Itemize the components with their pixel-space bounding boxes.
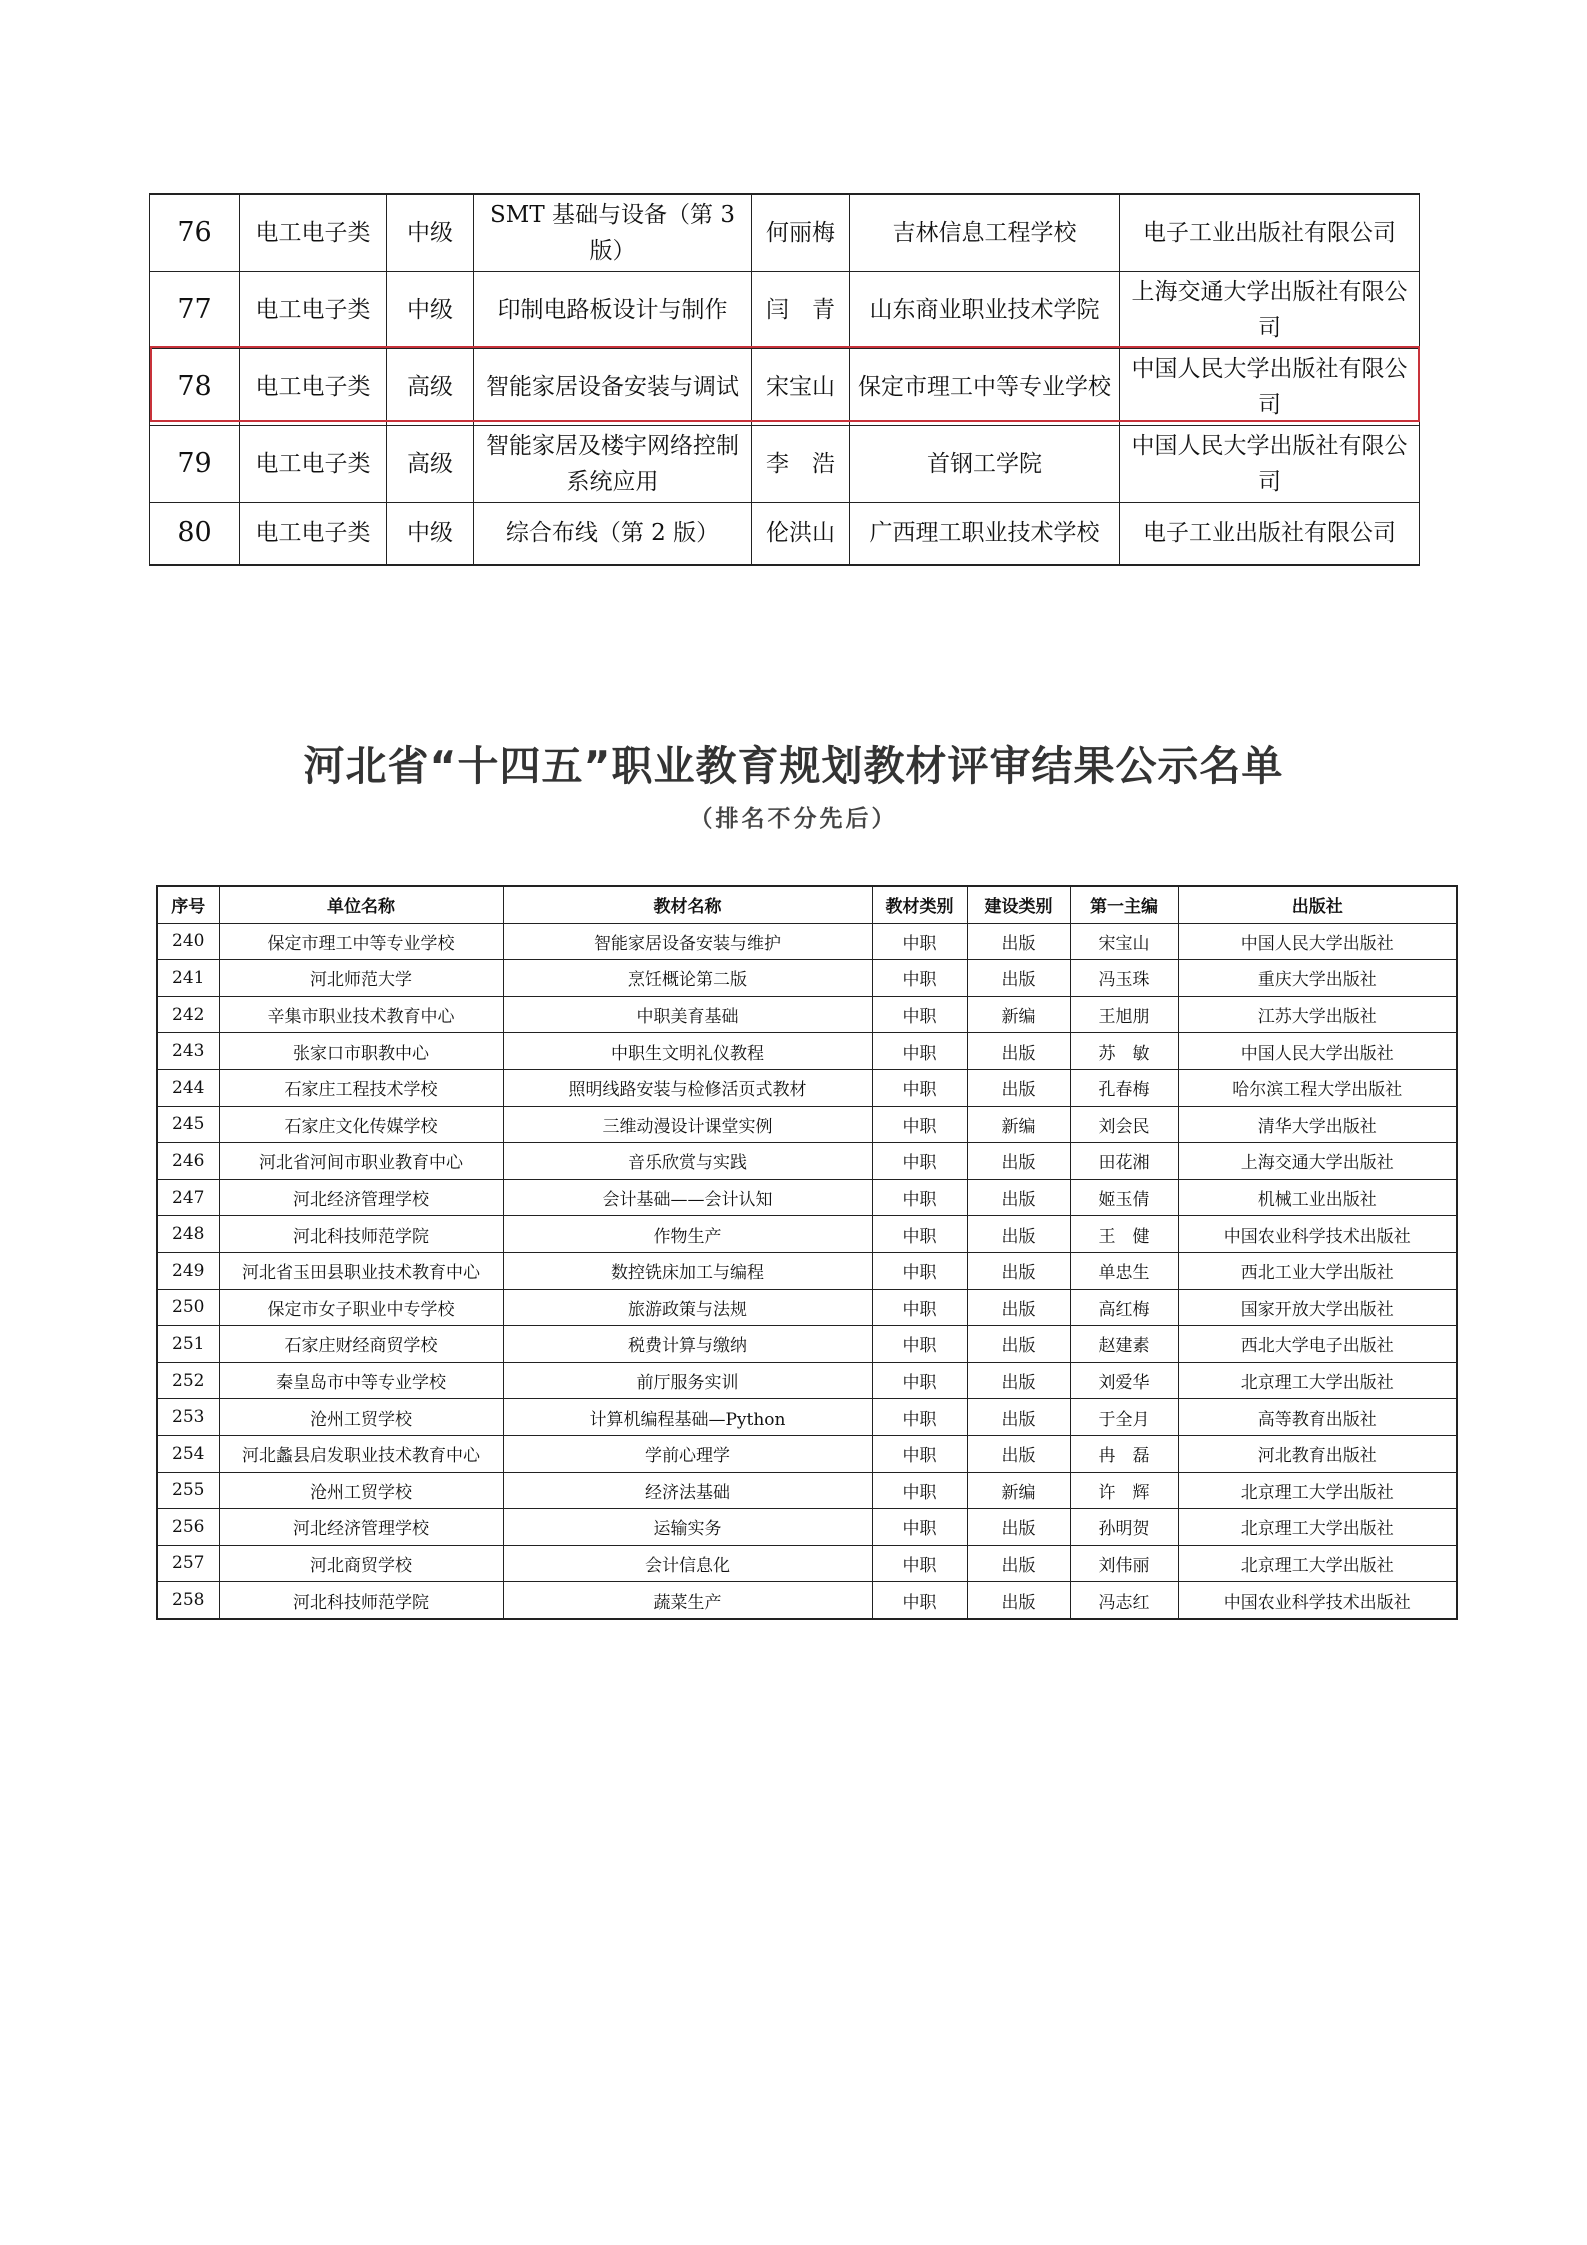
table-row: [157, 1289, 1457, 1326]
textbook-name-cell: 作物生产: [503, 1216, 872, 1253]
table-row: [157, 1435, 1457, 1472]
table-row: [157, 1582, 1457, 1619]
title-cell: 综合布线（第 2 版）: [474, 503, 752, 565]
build-type-cell: 出版: [967, 1216, 1070, 1253]
textbook-type-cell: 中职: [872, 996, 967, 1033]
chief-editor-cell: 许 辉: [1070, 1472, 1178, 1509]
row-number: 243: [157, 1033, 219, 1070]
school-cell: 保定市理工中等专业学校: [850, 349, 1120, 426]
textbook-name-cell: 音乐欣赏与实践: [503, 1143, 872, 1180]
unit-name-cell: 河北经济管理学校: [219, 1179, 503, 1216]
bottom-results-table: [156, 885, 1458, 1620]
row-number: 253: [157, 1399, 219, 1436]
build-type-cell: 新编: [967, 1106, 1070, 1143]
table-row: [157, 1472, 1457, 1509]
publisher-cell: 西北大学电子出版社: [1178, 1326, 1457, 1363]
school-cell: 广西理工职业技术学校: [850, 503, 1120, 565]
row-number: 240: [157, 923, 219, 960]
row-number: 252: [157, 1362, 219, 1399]
top-textbook-table: [149, 193, 1420, 566]
chief-editor-cell: 苏 敏: [1070, 1033, 1178, 1070]
row-number: 76: [150, 194, 240, 272]
publisher-cell: 河北教育出版社: [1178, 1435, 1457, 1472]
category-cell: 电工电子类: [240, 426, 387, 503]
table-row: [157, 923, 1457, 960]
row-number: 258: [157, 1582, 219, 1619]
unit-name-cell: 石家庄工程技术学校: [219, 1069, 503, 1106]
textbook-type-cell: 中职: [872, 1069, 967, 1106]
author-cell: 李 浩: [752, 426, 850, 503]
chief-editor-cell: 姬玉倩: [1070, 1179, 1178, 1216]
row-number: 257: [157, 1545, 219, 1582]
unit-name-cell: 保定市女子职业中专学校: [219, 1289, 503, 1326]
publisher-cell: 西北工业大学出版社: [1178, 1252, 1457, 1289]
table-row: [157, 1326, 1457, 1363]
textbook-type-cell: 中职: [872, 1326, 967, 1363]
unit-name-cell: 河北经济管理学校: [219, 1509, 503, 1546]
publisher-cell: 中国农业科学技术出版社: [1178, 1582, 1457, 1619]
textbook-name-cell: 蔬菜生产: [503, 1582, 872, 1619]
publisher-cell: 机械工业出版社: [1178, 1179, 1457, 1216]
build-type-cell: 新编: [967, 1472, 1070, 1509]
build-type-cell: 出版: [967, 1545, 1070, 1582]
table-row: [150, 426, 1420, 503]
table-row: [150, 349, 1420, 426]
chief-editor-cell: 赵建素: [1070, 1326, 1178, 1363]
row-number: 244: [157, 1069, 219, 1106]
unit-name-cell: 河北省玉田县职业技术教育中心: [219, 1252, 503, 1289]
textbook-type-cell: 中职: [872, 1252, 967, 1289]
publisher-cell: 北京理工大学出版社: [1178, 1362, 1457, 1399]
chief-editor-cell: 冯玉珠: [1070, 960, 1178, 997]
build-type-cell: 出版: [967, 1435, 1070, 1472]
author-cell: 何丽梅: [752, 194, 850, 272]
chief-editor-cell: 王 健: [1070, 1216, 1178, 1253]
table-row: [157, 1069, 1457, 1106]
textbook-name-cell: 会计基础——会计认知: [503, 1179, 872, 1216]
textbook-type-cell: 中职: [872, 1143, 967, 1180]
school-cell: 山东商业职业技术学院: [850, 272, 1120, 349]
unit-name-cell: 石家庄文化传媒学校: [219, 1106, 503, 1143]
textbook-type-cell: 中职: [872, 1106, 967, 1143]
column-header: 教材名称: [503, 886, 872, 923]
build-type-cell: 出版: [967, 1143, 1070, 1180]
textbook-name-cell: 中职生文明礼仪教程: [503, 1033, 872, 1070]
textbook-name-cell: 学前心理学: [503, 1435, 872, 1472]
textbook-name-cell: 三维动漫设计课堂实例: [503, 1106, 872, 1143]
build-type-cell: 出版: [967, 1252, 1070, 1289]
textbook-type-cell: 中职: [872, 1399, 967, 1436]
textbook-name-cell: 旅游政策与法规: [503, 1289, 872, 1326]
table-row: [157, 960, 1457, 997]
textbook-type-cell: 中职: [872, 1582, 967, 1619]
textbook-name-cell: 照明线路安装与检修活页式教材: [503, 1069, 872, 1106]
textbook-type-cell: 中职: [872, 1509, 967, 1546]
build-type-cell: 新编: [967, 996, 1070, 1033]
unit-name-cell: 沧州工贸学校: [219, 1399, 503, 1436]
publisher-cell: 清华大学出版社: [1178, 1106, 1457, 1143]
publisher-cell: 中国人民大学出版社: [1178, 923, 1457, 960]
build-type-cell: 出版: [967, 1289, 1070, 1326]
publisher-cell: 上海交通大学出版社: [1178, 1143, 1457, 1180]
textbook-type-cell: 中职: [872, 960, 967, 997]
chief-editor-cell: 刘会民: [1070, 1106, 1178, 1143]
level-cell: 高级: [387, 349, 474, 426]
chief-editor-cell: 孔春梅: [1070, 1069, 1178, 1106]
row-number: 247: [157, 1179, 219, 1216]
title-cell: SMT 基础与设备（第 3 版）: [474, 194, 752, 272]
unit-name-cell: 秦皇岛市中等专业学校: [219, 1362, 503, 1399]
textbook-name-cell: 中职美育基础: [503, 996, 872, 1033]
publisher-cell: 北京理工大学出版社: [1178, 1509, 1457, 1546]
table-row: [157, 1216, 1457, 1253]
table-row: [157, 1252, 1457, 1289]
textbook-name-cell: 会计信息化: [503, 1545, 872, 1582]
table-row: [150, 194, 1420, 272]
row-number: 245: [157, 1106, 219, 1143]
level-cell: 中级: [387, 194, 474, 272]
chief-editor-cell: 田花湘: [1070, 1143, 1178, 1180]
chief-editor-cell: 宋宝山: [1070, 923, 1178, 960]
row-number: 77: [150, 272, 240, 349]
row-number: 254: [157, 1435, 219, 1472]
unit-name-cell: 河北科技师范学院: [219, 1216, 503, 1253]
publisher-cell: 国家开放大学出版社: [1178, 1289, 1457, 1326]
column-header: 教材类别: [872, 886, 967, 923]
table-header-row: [157, 886, 1457, 923]
textbook-name-cell: 计算机编程基础—Python: [503, 1399, 872, 1436]
textbook-name-cell: 税费计算与缴纳: [503, 1326, 872, 1363]
chief-editor-cell: 高红梅: [1070, 1289, 1178, 1326]
textbook-type-cell: 中职: [872, 1362, 967, 1399]
textbook-type-cell: 中职: [872, 1033, 967, 1070]
school-cell: 首钢工学院: [850, 426, 1120, 503]
build-type-cell: 出版: [967, 1033, 1070, 1070]
category-cell: 电工电子类: [240, 194, 387, 272]
build-type-cell: 出版: [967, 1069, 1070, 1106]
table-row: [157, 996, 1457, 1033]
publisher-cell: 高等教育出版社: [1178, 1399, 1457, 1436]
publisher-cell: 哈尔滨工程大学出版社: [1178, 1069, 1457, 1106]
build-type-cell: 出版: [967, 1509, 1070, 1546]
category-cell: 电工电子类: [240, 272, 387, 349]
build-type-cell: 出版: [967, 923, 1070, 960]
build-type-cell: 出版: [967, 960, 1070, 997]
textbook-type-cell: 中职: [872, 1435, 967, 1472]
level-cell: 高级: [387, 426, 474, 503]
build-type-cell: 出版: [967, 1582, 1070, 1619]
build-type-cell: 出版: [967, 1326, 1070, 1363]
unit-name-cell: 辛集市职业技术教育中心: [219, 996, 503, 1033]
table-row: [150, 503, 1420, 565]
table-row: [157, 1362, 1457, 1399]
column-header: 出版社: [1178, 886, 1457, 923]
unit-name-cell: 河北省河间市职业教育中心: [219, 1143, 503, 1180]
column-header: 第一主编: [1070, 886, 1178, 923]
unit-name-cell: 石家庄财经商贸学校: [219, 1326, 503, 1363]
chief-editor-cell: 刘爱华: [1070, 1362, 1178, 1399]
row-number: 241: [157, 960, 219, 997]
school-cell: 吉林信息工程学校: [850, 194, 1120, 272]
page-title: 河北省“十四五”职业教育规划教材评审结果公示名单: [303, 742, 1284, 790]
textbook-name-cell: 数控铣床加工与编程: [503, 1252, 872, 1289]
chief-editor-cell: 冯志红: [1070, 1582, 1178, 1619]
textbook-name-cell: 运输实务: [503, 1509, 872, 1546]
textbook-name-cell: 前厅服务实训: [503, 1362, 872, 1399]
build-type-cell: 出版: [967, 1179, 1070, 1216]
table-row: [157, 1143, 1457, 1180]
unit-name-cell: 河北科技师范学院: [219, 1582, 503, 1619]
textbook-type-cell: 中职: [872, 1545, 967, 1582]
publisher-cell: 电子工业出版社有限公司: [1120, 194, 1420, 272]
publisher-cell: 江苏大学出版社: [1178, 996, 1457, 1033]
row-number: 256: [157, 1509, 219, 1546]
table-row: [157, 1545, 1457, 1582]
row-number: 242: [157, 996, 219, 1033]
table-row: [150, 272, 1420, 349]
chief-editor-cell: 冉 磊: [1070, 1435, 1178, 1472]
unit-name-cell: 河北蠡县启发职业技术教育中心: [219, 1435, 503, 1472]
publisher-cell: 中国人民大学出版社: [1178, 1033, 1457, 1070]
table-row: [157, 1106, 1457, 1143]
textbook-type-cell: 中职: [872, 1179, 967, 1216]
title-cell: 智能家居设备安装与调试: [474, 349, 752, 426]
unit-name-cell: 河北师范大学: [219, 960, 503, 997]
publisher-cell: 电子工业出版社有限公司: [1120, 503, 1420, 565]
row-number: 249: [157, 1252, 219, 1289]
textbook-name-cell: 经济法基础: [503, 1472, 872, 1509]
publisher-cell: 重庆大学出版社: [1178, 960, 1457, 997]
textbook-name-cell: 烹饪概论第二版: [503, 960, 872, 997]
publisher-cell: 中国人民大学出版社有限公司: [1120, 426, 1420, 503]
chief-editor-cell: 单忠生: [1070, 1252, 1178, 1289]
chief-editor-cell: 刘伟丽: [1070, 1545, 1178, 1582]
author-cell: 伦洪山: [752, 503, 850, 565]
title-cell: 印制电路板设计与制作: [474, 272, 752, 349]
chief-editor-cell: 于全月: [1070, 1399, 1178, 1436]
unit-name-cell: 保定市理工中等专业学校: [219, 923, 503, 960]
row-number: 251: [157, 1326, 219, 1363]
textbook-type-cell: 中职: [872, 1289, 967, 1326]
build-type-cell: 出版: [967, 1362, 1070, 1399]
level-cell: 中级: [387, 503, 474, 565]
textbook-type-cell: 中职: [872, 1216, 967, 1253]
table-row: [157, 1399, 1457, 1436]
unit-name-cell: 张家口市职教中心: [219, 1033, 503, 1070]
publisher-cell: 北京理工大学出版社: [1178, 1472, 1457, 1509]
row-number: 248: [157, 1216, 219, 1253]
table-row: [157, 1033, 1457, 1070]
textbook-name-cell: 智能家居设备安装与维护: [503, 923, 872, 960]
row-number: 250: [157, 1289, 219, 1326]
unit-name-cell: 沧州工贸学校: [219, 1472, 503, 1509]
build-type-cell: 出版: [967, 1399, 1070, 1436]
publisher-cell: 中国人民大学出版社有限公司: [1120, 349, 1420, 426]
unit-name-cell: 河北商贸学校: [219, 1545, 503, 1582]
category-cell: 电工电子类: [240, 349, 387, 426]
chief-editor-cell: 王旭朋: [1070, 996, 1178, 1033]
column-header: 单位名称: [219, 886, 503, 923]
publisher-cell: 中国农业科学技术出版社: [1178, 1216, 1457, 1253]
level-cell: 中级: [387, 272, 474, 349]
table-row: [157, 1179, 1457, 1216]
category-cell: 电工电子类: [240, 503, 387, 565]
author-cell: 宋宝山: [752, 349, 850, 426]
column-header: 序号: [157, 886, 219, 923]
publisher-cell: 上海交通大学出版社有限公司: [1120, 272, 1420, 349]
chief-editor-cell: 孙明贺: [1070, 1509, 1178, 1546]
row-number: 78: [150, 349, 240, 426]
author-cell: 闫 青: [752, 272, 850, 349]
textbook-type-cell: 中职: [872, 923, 967, 960]
table-row: [157, 1509, 1457, 1546]
row-number: 80: [150, 503, 240, 565]
row-number: 79: [150, 426, 240, 503]
textbook-type-cell: 中职: [872, 1472, 967, 1509]
title-cell: 智能家居及楼宇网络控制系统应用: [474, 426, 752, 503]
row-number: 255: [157, 1472, 219, 1509]
page-subtitle: （排名不分先后）: [689, 806, 898, 832]
publisher-cell: 北京理工大学出版社: [1178, 1545, 1457, 1582]
row-number: 246: [157, 1143, 219, 1180]
column-header: 建设类别: [967, 886, 1070, 923]
